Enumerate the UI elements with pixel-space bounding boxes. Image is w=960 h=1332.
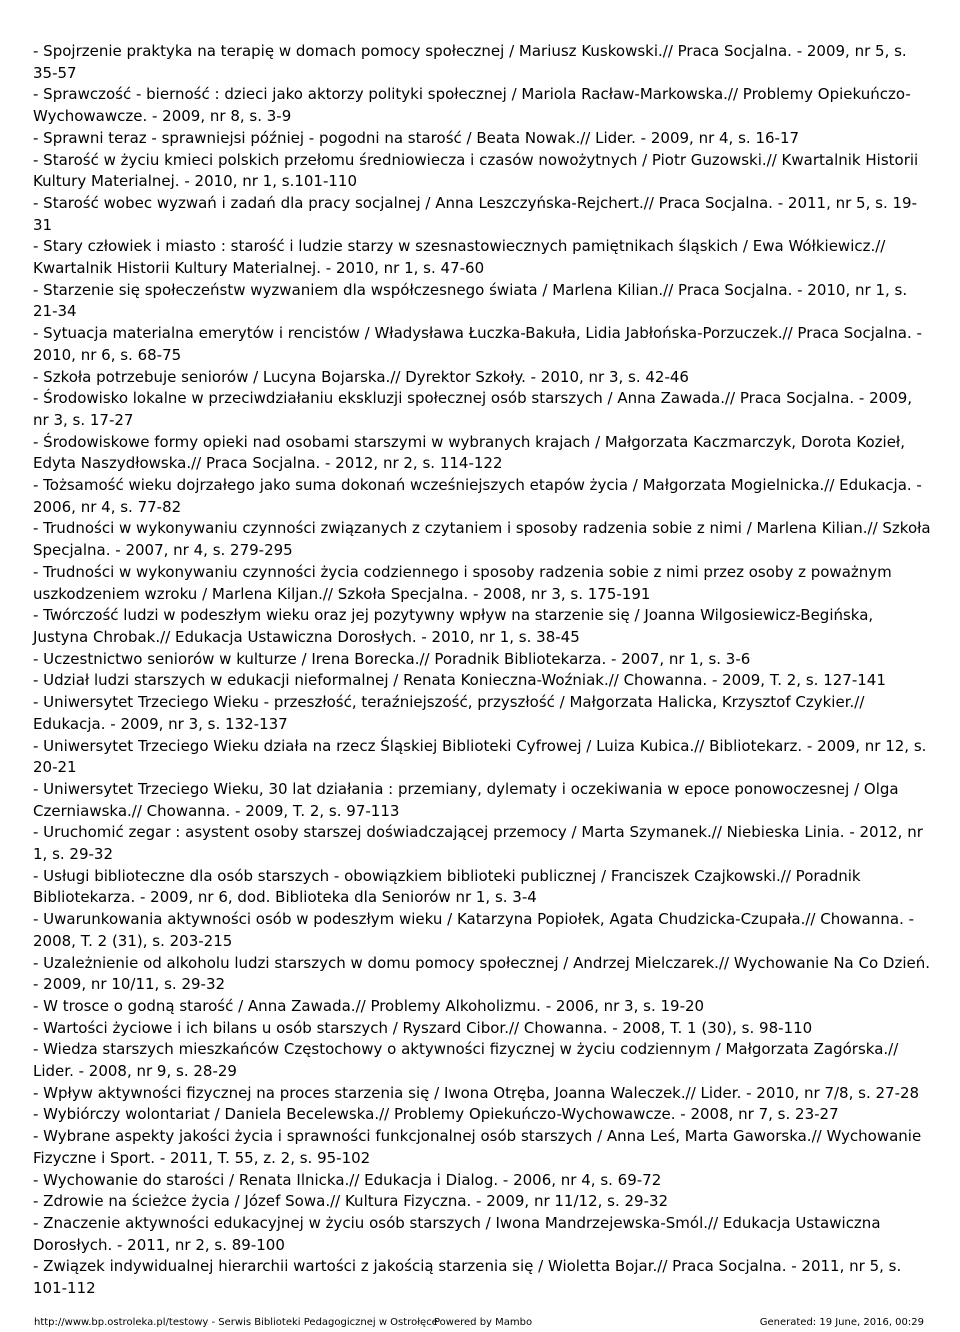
- bibliography-entry: - Usługi biblioteczne dla osób starszych - obowiązkiem biblioteki publicznej / Franciszek Czajkowski.// Poradnik Bibliotekarza. - 2009, nr 6, dod. Biblioteka dla Seniorów nr 1, s. 3-4: [33, 866, 861, 907]
- footer-powered-by: Powered by Mambo: [434, 1317, 533, 1328]
- bibliography-entry: - Sytuacja materialna emerytów i rencistów / Władysława Łuczka-Bakuła, Lidia Jabłońska-Porzuczek.// Praca Socjalna. - 2010, nr 6, s. 68-75: [33, 324, 922, 364]
- bibliography-entry: - Spojrzenie praktyka na terapię w domach pomocy społecznej / Mariusz Kuskowski.// Praca Socjalna. - 2009, nr 5, s. 35-57: [33, 42, 907, 82]
- bibliography-entry: - Uniwersytet Trzeciego Wieku działa na rzecz Śląskiej Biblioteki Cyfrowej / Luiza Kubica.// Bibliotekarz. - 2009, nr 12, s. 20-21: [33, 736, 927, 777]
- bibliography-entry: - Tożsamość wieku dojrzałego jako suma dokonań wcześniejszych etapów życia / Małgorzata Mogielnicka.// Edukacja. - 2006, nr 4, s. 77-82: [33, 476, 922, 516]
- bibliography-entry: - Sprawni teraz - sprawniejsi później - pogodni na starość / Beata Nowak.// Lider. - 2009, nr 4, s. 16-17: [33, 128, 800, 147]
- bibliography-entry: - Starość wobec wyzwań i zadań dla pracy socjalnej / Anna Leszczyńska-Rejchert.// Praca Socjalna. - 2011, nr 5, s. 19-31: [33, 193, 917, 234]
- bibliography-entry: - Uniwersytet Trzeciego Wieku - przeszłość, teraźniejszość, przyszłość / Małgorzata Halicka, Krzysztof Czykier.// Edukacja. - 2009, nr 3, s. 132-137: [33, 693, 865, 733]
- bibliography-entry: - Uczestnictwo seniorów w kulturze / Irena Borecka.// Poradnik Bibliotekarza. - 2007, nr 1, s. 3-6: [33, 649, 751, 668]
- bibliography-entry: - Wybiórczy wolontariat / Daniela Becelewska.// Problemy Opiekuńczo-Wychowawcze. - 2008, nr 7, s. 23-27: [33, 1105, 839, 1124]
- bibliography-entry: - Środowisko lokalne w przeciwdziałaniu ekskluzji społecznej osób starszych / Anna Zawada.// Praca Socjalna. - 2009, nr 3, s. 17-27: [33, 389, 913, 429]
- bibliography-entry: - W trosce o godną starość / Anna Zawada.// Problemy Alkoholizmu. - 2006, nr 3, s. 19-20: [33, 996, 705, 1015]
- bibliography-entry: - Zdrowie na ścieżce życia / Józef Sowa.// Kultura Fizyczna. - 2009, nr 11/12, s. 29-32: [33, 1192, 669, 1211]
- bibliography-list: [33, 41, 931, 1300]
- bibliography-entry: - Wychowanie do starości / Renata Ilnicka.// Edukacja i Dialog. - 2006, nr 4, s. 69-72: [33, 1170, 662, 1189]
- bibliography-entry: - Wybrane aspekty jakości życia i sprawności funkcjonalnej osób starszych / Anna Leś, Marta Gaworska.// Wychowanie Fizyczne i Sport. - 2011, T. 55, z. 2, s. 95-102: [33, 1127, 922, 1167]
- footer-url[interactable]: http://www.bp.ostroleka.pl/testowy - Serwis Biblioteki Pedagogicznej w Ostrołęce: [34, 1317, 438, 1328]
- bibliography-entry: - Uzależnienie od alkoholu ludzi starszych w domu pomocy społecznej / Andrzej Mielczarek.// Wychowanie Na Co Dzień. - 2009, nr 10/11, s. 29-32: [33, 953, 931, 994]
- bibliography-entry: - Starzenie się społeczeństw wyzwaniem dla współczesnego świata / Marlena Kilian.// Praca Socjalna. - 2010, nr 1, s. 21-34: [33, 280, 908, 321]
- bibliography-entry: - Wpływ aktywności fizycznej na proces starzenia się / Iwona Otręba, Joanna Waleczek.// Lider. - 2010, nr 7/8, s. 27-28: [33, 1083, 920, 1102]
- bibliography-entry: - Sprawczość - bierność : dzieci jako aktorzy polityki społecznej / Mariola Racław-Markowska.// Problemy Opiekuńczo-Wychowawcze. - 2009, nr 8, s. 3-9: [33, 85, 911, 126]
- bibliography-entry: - Starość w życiu kmieci polskich przełomu średniowiecza i czasów nowożytnych / Piotr Guzowski.// Kwartalnik Historii Kultury Materialnej. - 2010, nr 1, s.101-110: [33, 150, 919, 191]
- bibliography-entry: - Twórczość ludzi w podeszłym wieku oraz jej pozytywny wpływ na starzenie się / Joanna Wilgosiewicz-Begińska, Justyna Chrobak.// Edukacja Ustawiczna Dorosłych. - 2010, nr 1, s. 38-45: [33, 606, 874, 646]
- page-footer: [34, 1316, 924, 1330]
- bibliography-entry: - Uruchomić zegar : asystent osoby starszej doświadczającej przemocy / Marta Szymanek.// Niebieska Linia. - 2012, nr 1, s. 29-32: [33, 823, 923, 864]
- footer-generated-date: Generated: 19 June, 2016, 00:29: [759, 1317, 924, 1328]
- bibliography-entry: - Wartości życiowe i ich bilans u osób starszych / Ryszard Cibor.// Chowanna. - 2008, T. 1 (30), s. 98-110: [33, 1018, 813, 1037]
- bibliography-entry: - Uniwersytet Trzeciego Wieku, 30 lat działania : przemiany, dylematy i oczekiwania w epoce ponowoczesnej / Olga Czerniawska.// Chowanna. - 2009, T. 2, s. 97-113: [33, 779, 899, 820]
- bibliography-entry: - Stary człowiek i miasto : starość i ludzie starzy w szesnastowiecznych pamiętnikach śląskich / Ewa Wółkiewicz.// Kwartalnik Historii Kultury Materialnej. - 2010, nr 1, s. 47-60: [33, 237, 886, 278]
- bibliography-entry: - Znaczenie aktywności edukacyjnej w życiu osób starszych / Iwona Mandrzejewska-Smól.// Edukacja Ustawiczna Dorosłych. - 2011, nr 2, s. 89-100: [33, 1213, 881, 1254]
- bibliography-entry: - Środowiskowe formy opieki nad osobami starszymi w wybranych krajach / Małgorzata Kaczmarczyk, Dorota Kozieł, Edyta Naszydłowska.// Praca Socjalna. - 2012, nr 2, s. 114-122: [33, 432, 905, 473]
- bibliography-entry: - Udział ludzi starszych w edukacji nieformalnej / Renata Konieczna-Woźniak.// Chowanna. - 2009, T. 2, s. 127-141: [33, 671, 886, 690]
- bibliography-entry: - Trudności w wykonywaniu czynności związanych z czytaniem i sposoby radzenia sobie z nimi / Marlena Kilian.// Szkoła Specjalna. - 2007, nr 4, s. 279-295: [33, 519, 931, 560]
- bibliography-entry: - Związek indywidualnej hierarchii wartości z jakością starzenia się / Wioletta Bojar.// Praca Socjalna. - 2011, nr 5, s. 101-112: [33, 1257, 902, 1298]
- bibliography-entry: - Wiedza starszych mieszkańców Częstochowy o aktywności fizycznej w życiu codziennym / Małgorzata Zagórska.// Lider. - 2008, nr 9, s. 28-29: [33, 1040, 899, 1081]
- bibliography-entry: - Trudności w wykonywaniu czynności życia codziennego i sposoby radzenia sobie z nimi przez osoby z poważnym uszkodzeniem wzroku / Marlena Kiljan.// Szkoła Specjalna. - 2008, nr 3, s. 175-191: [33, 562, 892, 603]
- bibliography-entry: - Szkoła potrzebuje seniorów / Lucyna Bojarska.// Dyrektor Szkoły. - 2010, nr 3, s. 42-46: [33, 367, 689, 386]
- bibliography-entry: - Uwarunkowania aktywności osób w podeszłym wieku / Katarzyna Popiołek, Agata Chudzicka-Czupała.// Chowanna. - 2008, T. 2 (31), s. 203-215: [33, 910, 915, 950]
